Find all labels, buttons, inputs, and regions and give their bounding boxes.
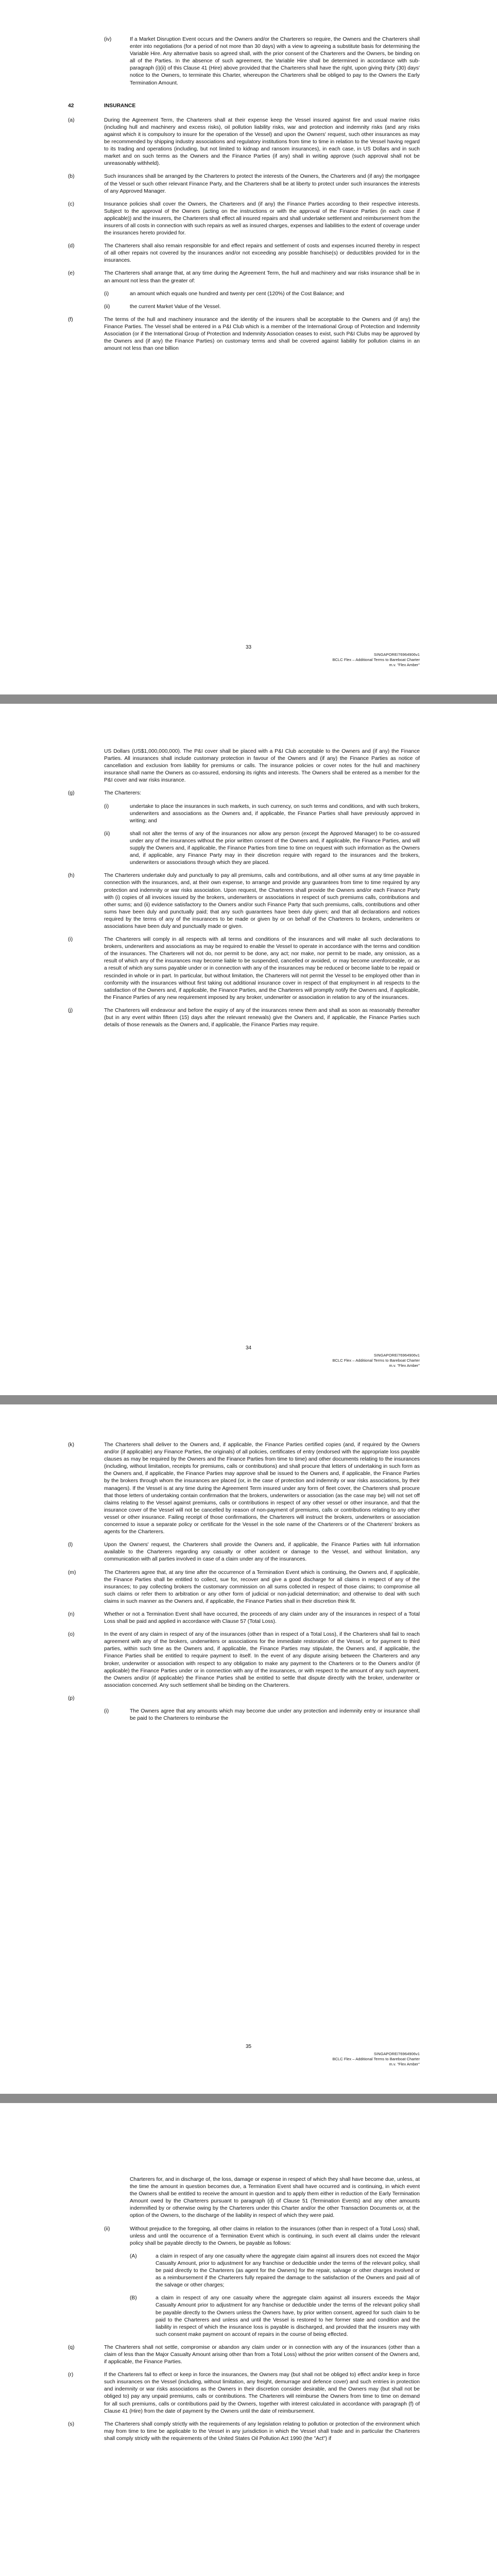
clause-label: (i) bbox=[104, 1708, 109, 1714]
clause-42-i bbox=[68, 936, 420, 1002]
clause-42-l bbox=[68, 1541, 420, 1563]
clause-text: The Charterers shall comply strictly with the requirements of any legislation relating to pollution or protection of the environment which may from time to time be applicable to the Vessel in any jurisdiction in which the Vessel shall trade and in particular the Charterers shall comply strictly with the requirements of the United States Oil Pollution Act 1990 (the "Act") if bbox=[104, 2421, 420, 2442]
footer-line1: BCLC Flex – Additional Terms to Bareboat Charter bbox=[332, 657, 420, 662]
footer-ref: SINGAPORE/76964906v1 bbox=[373, 1353, 420, 1358]
clause-42-h bbox=[68, 872, 420, 930]
clause-text: The Charterers shall deliver to the Owners and, if applicable, the Finance Parties certified copies (and, if required by the Owners and/or (if applicable) any Finance Parties, the originals) of all policies, certificates of entry (endorsed with the appropriate loss payable clauses as may be required by the Owners and the Finance Parties from time to time) and other documents relating to the insurances (including, without limitation, receipts for premiums, calls or contributions) and shall procure that letters of undertaking in such form as the Owners and, if applicable, the Finance Parties may approve shall be issued to the Owners and, if applicable, the Finance Parties by the brokers through whom the insurances are placed (or, in the case of protection and indemnity or war risks associations, by their managers). If the Vessel is at any time during the Agreement Term insured under any form of fleet cover, the Charterers shall procure that those letters of undertaking contain confirmation that the brokers, underwriters or association (as the case may be) will not set off claims relating to the Vessel against premiums, calls or contributions in respect of any other vessel or other insurance, and that the insurance cover of the Vessel will not be cancelled by reason of non-payment of premiums, calls or contributions relating to any other vessel or other insurance. Failing receipt of those confirmations, the Charterers will instruct the brokers, underwriters or association concerned to issue a separate policy or certificate for the Vessel in the sole name of the Charterers or of the Charterers' brokers as agents for the Charterers. bbox=[104, 1442, 420, 1535]
clause-42-k bbox=[68, 1442, 420, 1536]
clause-text: Such insurances shall be arranged by the Charterers to protect the interests of the Owners, the Charterers and (if any) the mortgagee of the Vessel or such other relevant Finance Party, and the Charterers shall be at liberty to protect under such insurances the interests of any Approved Manager. bbox=[104, 174, 420, 194]
clause-42-g-ii bbox=[68, 831, 420, 867]
clause-42-g-i bbox=[68, 803, 420, 825]
clause-text: The Charterers shall not settle, compromise or abandon any claim under or in connection with any of the insurances (other than a claim of less than the Major Casualty Amount arising other than from a Total Loss) without the prior written consent of the Owners and, if applicable, the Finance Parties. bbox=[104, 2344, 420, 2365]
clause-text: The Charterers will endeavour and before the expiry of any of the insurances renew them and shall as soon as reasonably thereafter (but in any event within fifteen (15) days after the relevant renewals) give the Owners and, if applicable, the Finance Parties such details of those renewals as the Owners and, if applicable, the Finance Parties may require. bbox=[104, 1007, 420, 1028]
page-separator bbox=[0, 2094, 497, 2103]
clause-42-r bbox=[68, 2371, 420, 2415]
clause-label: (s) bbox=[68, 2421, 75, 2427]
clause-label: (d) bbox=[68, 243, 75, 249]
clause-text: The Charterers shall also remain responsible for and effect repairs and settlement of costs and expenses incurred thereby in respect of all other repairs not covered by the insurances and/or not exceeding any possible franchise(s) or deductibles provided for in the insurances. bbox=[104, 243, 420, 264]
clause-text: During the Agreement Term, the Charterers shall at their expense keep the Vessel insured against fire and usual marine risks (including hull and machinery and excess risks), oil pollution liability risks, war and protection and indemnity risks (and any risks against which it is compulsory to insure for the operation of the Vessel) and upon the Owners' request, such other insurances as may be recommended by shipping industry associations and regulatory institutions from time to time in relation to the Vessel having regard to its trading and operations (including, but not limited to kidnap and ransom insurances), in each case, in US Dollars and in such market and on such terms as the Owners and the Finance Parties (if any) shall in writing approve (such approval shall not be unreasonably withheld). bbox=[104, 117, 420, 167]
clause-text: Insurance policies shall cover the Owners, the Charterers and (if any) the Finance Parties according to their respective interests. Subject to the approval of the Owners (acting on the instructions or with the approval of the Finance Parties (in each case if applicable)) and the insurers, the Charterers shall effect all insured repairs and shall undertake settlement and reimbursement from the insurers of all costs in connection with such repairs as well as insured charges, expenses and liabilities to the extent of coverage under the insurances hereto provided for. bbox=[104, 201, 420, 236]
clause-text: The Owners agree that any amounts which may become due under any protection and indemnity entry or insurance shall be paid to the Charterers to reimburse the bbox=[130, 1708, 420, 1721]
section-number: 42 bbox=[68, 103, 74, 109]
clause-42-p bbox=[68, 1695, 420, 1702]
clause-text: Charterers for, and in discharge of, the loss, damage or expense in respect of which they shall have become due, unless, at the time the amount in question becomes due, a Termination Event shall have occurred and is continuing, in which event the Owners shall be entitled to receive the amount in question and to apply them either in reduction of the Early Termination Amount owed by the Charterers pursuant to paragraph (d) of Clause 51 (Termination Events) and any other amounts indemnified by or otherwise owing by the Charterers under this Charter and/or the other Transaction Documents or, at the option of the Owners, to the discharge of the liability in respect of which they were paid. bbox=[130, 2177, 420, 2219]
clause-text: If a Market Disruption Event occurs and the Owners and/or the Charterers so require, the Owners and the Charterers shall enter into negotiations (for a period of not more than 30 days) with a view to agreeing a substitute basis for determining the Variable Hire. Any alternative basis so agreed shall, with the prior consent of the Charterers and the Owners, be binding on all of the Parties. In the absence of such agreement, the Variable Hire shall be determined in accordance with sub-paragraph (i)(ii) of this Clause 41 (Hire) above provided that the Charterers shall have the right, upon giving thirty (30) days' notice to the Owners, to terminate this Charter, whereupon the Charterers shall be obliged to pay to the Owners the Early Termination Amount. bbox=[130, 37, 420, 86]
clause-label: (b) bbox=[68, 174, 75, 180]
page-4 bbox=[0, 2103, 497, 2576]
clause-42-d bbox=[68, 243, 420, 264]
clause-42-p-ii bbox=[68, 2226, 420, 2247]
clause-42-q bbox=[68, 2344, 420, 2366]
clause-label: (i) bbox=[104, 291, 109, 297]
page-1 bbox=[0, 0, 497, 694]
clause-text: a claim in respect of any one casualty where the aggregate claim against all insurers exceeds the Major Casualty Amount prior to adjustment for any franchise or deductible under the terms of the relevant policy shall be payable directly to the Owners unless the Owners have, by prior written consent, agreed for such claim to be paid to the Charterers and unless and until the Vessel is restored to her former state and condition and the liability in respect of which the insurance loss is payable is discharged, and provided that the insurers may with such consent make payment on account of repairs in the course of being effected. bbox=[156, 2295, 420, 2337]
clause-42-e-ii bbox=[68, 303, 420, 311]
clause-label: (e) bbox=[68, 270, 75, 277]
clause-label: (o) bbox=[68, 1632, 75, 1638]
clause-42-p-i bbox=[68, 1708, 420, 1722]
clause-label: (g) bbox=[68, 790, 75, 796]
clause-label: (h) bbox=[68, 873, 75, 879]
clause-label: (ii) bbox=[104, 303, 110, 310]
page-number: 35 bbox=[245, 2043, 252, 2049]
clause-text: If the Charterers fail to effect or keep in force the insurances, the Owners may (but shall not be obliged to) effect and/or keep in force such insurances on the Vessel (including, without limitation, any freight, demurrage and defence cover) and such entries in protection and indemnity or war risks associations as the Owners in their discretion consider desirable, and the Owners may (but shall not be obliged to) pay any unpaid premiums, calls or contributions. The Charterers will reimburse the Owners from time to time on demand for all such premiums, calls or contributions paid by the Owners, together with interest calculated in accordance with paragraph (f) of Clause 41 (Hire) from the date of payment by the Owners until the date of reimbursement. bbox=[104, 2372, 420, 2414]
clause-label: (q) bbox=[68, 2344, 75, 2350]
clause-label: (ii) bbox=[104, 2226, 110, 2232]
clause-42-b bbox=[68, 173, 420, 195]
page-footer bbox=[332, 2052, 420, 2067]
clause-text: The Charterers undertake duly and punctually to pay all premiums, calls and contributions, and all other sums at any time payable in connection with the insurances, and, at their own expense, to arrange and provide any guarantees from time to time required by any protection and indemnity or war risks association. Upon request, the Charterers shall provide the Owners and/or each Finance Party with (i) copies of all invoices issued by the brokers, underwriters or associations in respect of such premiums calls, contributions and other sums; and (ii) evidence satisfactory to the Owners and/or such Finance Party that such premiums, calls, contributions and other sums have been duly and punctually paid; that any such guarantees have been duly given; and that all declarations and notices required by the terms of any of the insurances to be made or given by or on behalf of the Charterers to brokers, underwriters or associations have been duly and punctually made or given. bbox=[104, 873, 420, 929]
page-footer bbox=[332, 1353, 420, 1368]
page-separator bbox=[0, 694, 497, 704]
clause-label: (iv) bbox=[104, 37, 112, 42]
clause-42-p-i-continued bbox=[68, 2176, 420, 2220]
clause-text: Upon the Owners' request, the Charterers shall provide the Owners and, if applicable, the Finance Parties with full information available to the Charterers regarding any casualty or other accident or damage to the Vessel, and without limitation, any communication with all parties involved in case of a claim under any of the insurances. bbox=[104, 1542, 420, 1563]
clause-label: (B) bbox=[130, 2295, 137, 2301]
footer-ref: SINGAPORE/76964906v1 bbox=[373, 2052, 420, 2056]
clause-text: Without prejudice to the foregoing, all other claims in relation to the insurances (other than in respect of a Total Loss) shall, unless and until the occurrence of a Termination Event which is continuing, in such event all claims under the relevant policy shall be payable directly to the Owners, be payable as follows: bbox=[130, 2226, 420, 2246]
clause-label: (k) bbox=[68, 1442, 75, 1448]
clause-42-s bbox=[68, 2421, 420, 2443]
clause-42-a bbox=[68, 117, 420, 168]
page-number: 33 bbox=[245, 644, 252, 650]
clause-label: (l) bbox=[68, 1542, 73, 1548]
clause-label: (n) bbox=[68, 1611, 75, 1617]
page-2 bbox=[0, 704, 497, 1395]
clause-text: The Charterers agree that, at any time after the occurrence of a Termination Event which is continuing, the Owners and, if applicable, the Finance Parties shall be entitled to collect, sue for, recover and give a good discharge for all claims in respect of any of the insurances; to pay collecting brokers the customary commission on all sums collected in respect of those claims; to compromise all such claims or refer them to arbitration or any other form of judicial or non-judicial determination; and otherwise to deal with such claims in such manner as the Owners and, if applicable, the Finance Parties shall in their discretion think fit. bbox=[104, 1569, 420, 1604]
footer-line2: m.v. "Flex Amber" bbox=[389, 663, 420, 667]
footer-line1: BCLC Flex – Additional Terms to Bareboat Charter bbox=[332, 2057, 420, 2061]
clause-label: (i) bbox=[68, 937, 73, 943]
clause-text: undertake to place the insurances in such markets, in such currency, on such terms and conditions, and with such brokers, underwriters and associations as the Owners and, if applicable, the Finance Parties shall have previously approved in writing; and bbox=[130, 803, 420, 824]
clause-42-e-i bbox=[68, 291, 420, 298]
clause-42-f-continued bbox=[68, 748, 420, 784]
footer-line1: BCLC Flex – Additional Terms to Bareboat Charter bbox=[332, 1358, 420, 1363]
clause-label: (p) bbox=[68, 1695, 75, 1701]
clause-text: Whether or not a Termination Event shall have occurred, the proceeds of any claim under any of the insurances in respect of a Total Loss shall be paid and applied in accordance with Clause 57 (Total Loss). bbox=[104, 1611, 420, 1625]
footer-line2: m.v. "Flex Amber" bbox=[389, 2062, 420, 2066]
clause-41-iv bbox=[68, 36, 420, 87]
clause-42-j bbox=[68, 1007, 420, 1029]
clause-label: (m) bbox=[68, 1569, 76, 1575]
page-number: 34 bbox=[245, 1345, 252, 1351]
clause-42-o bbox=[68, 1631, 420, 1689]
clause-label: (i) bbox=[104, 803, 109, 809]
clause-42-c bbox=[68, 201, 420, 237]
page-separator bbox=[0, 1395, 497, 1404]
clause-42-g bbox=[68, 790, 420, 797]
clause-text: an amount which equals one hundred and twenty per cent (120%) of the Cost Balance; and bbox=[130, 291, 345, 297]
section-heading-insurance bbox=[68, 103, 420, 110]
page-footer bbox=[332, 652, 420, 668]
clause-label: (A) bbox=[130, 2253, 137, 2259]
footer-ref: SINGAPORE/76964906v1 bbox=[373, 652, 420, 657]
clause-label: (ii) bbox=[104, 831, 110, 837]
clause-label: (f) bbox=[68, 316, 73, 323]
clause-label: (j) bbox=[68, 1007, 73, 1013]
clause-42-e bbox=[68, 270, 420, 284]
clause-42-n bbox=[68, 1611, 420, 1625]
clause-text: The Charterers shall arrange that, at any time during the Agreement Term, the hull and machinery and war risks insurance shall be in an amount not less than the greater of: bbox=[104, 270, 420, 284]
clause-text: shall not alter the terms of any of the insurances nor allow any person (except the Approved Manager) to be co-assured under any of the insurances without the prior written consent of the Owners and, if applicable, the Finance Parties, and will supply the Owners and, if applicable, the Finance Parties from time to time on request with such information as the Owners and, if applicable, any Finance Party may in their discretion require with regard to the insurances and the brokers, underwriters or associations through which they are placed. bbox=[130, 831, 420, 866]
clause-label: (a) bbox=[68, 117, 75, 123]
footer-line2: m.v. "Flex Amber" bbox=[389, 1363, 420, 1368]
clause-text: The Charterers: bbox=[104, 790, 142, 796]
clause-text: The Charterers will comply in all respects with all terms and conditions of the insurances and will make all such declarations to brokers, underwriters and associations as may be required to enable the Vessel to operate in accordance with the terms and condition of the insurances. The Charterers will not do, nor permit to be done, any act; nor make, nor permit to be made, any omission, as a result of which any of the insurances may become liable to be suspended, cancelled or avoided, or may become unenforceable, or as a result of which any sums payable under or in connection with any of the insurances may be reduced or become liable to be repaid or rescinded in whole or in part. In particular, but without limitation, the Charterers will not permit the Vessel to be employed other than in conformity with the insurances without first taking out additional insurance cover in respect of that employment in all respects to the satisfaction of the Owners and, if applicable, the Finance Parties, and the Charterers will promptly notify the Owners and, if applicable, the Finance Parties of any new requirement imposed by any broker, underwriter or association in relation to any of the insurances. bbox=[104, 937, 420, 1001]
clause-42-f bbox=[68, 316, 420, 352]
clause-label: (r) bbox=[68, 2372, 74, 2378]
clause-42-p-ii-b bbox=[68, 2295, 420, 2338]
clause-text: a claim in respect of any one casualty where the aggregate claim against all insurers does not exceed the Major Casualty Amount, prior to adjustment for any franchise or deductible under the terms of the relevant policy, shall be paid directly to the Charterers (as agent for the Owners) for the repair, salvage or other charges involved or as a reimbursement if the Charterers fully repaired the damage to the satisfaction of the Owners and paid all of the salvage or other charges; bbox=[156, 2253, 420, 2289]
clause-label: (c) bbox=[68, 201, 75, 207]
clause-text: The terms of the hull and machinery insurance and the identity of the insurers shall be acceptable to the Owners and (if any) the Finance Parties. The Vessel shall be entered in a P&I Club which is a member of the International Group of Protection and Indemnity Association (or if the International Group of Protection and Indemnity Association ceases to exist, such P&I Clubs may be approved by the Owners and (if any) the Finance Parties) on customary terms and shall be covered against liability for pollution claims in an amount not less than one billion bbox=[104, 316, 420, 352]
clause-text: US Dollars (US$1,000,000,000). The P&I cover shall be placed with a P&I Club acceptable to the Owners and (if any) the Finance Parties. All insurances shall include customary protection in favour of the Owners and (if any) the Finance Parties as notice of cancellation and exclusion from liability for premiums or calls. The insurance policies or cover notes for the hull and machinery insurance shall name the Owners as co-assured, endorsing its rights and interests. The Owners shall be entered as a member for the P&I cover and war risks insurance. bbox=[104, 749, 420, 784]
clause-42-p-ii-a bbox=[68, 2253, 420, 2289]
clause-text: In the event of any claim in respect of any of the insurances (other than in respect of a Total Loss), if the Charterers shall fail to reach agreement with any of the brokers, underwriters or associations for the immediate restoration of the Vessel, or for payment to third parties, within such time as the Owners and, if applicable, the Finance Parties may stipulate, the Owners and, if applicable, the Finance Parties shall be entitled to require payment to itself. In the event of any dispute arising between the Charterers and any broker, underwriter or association with respect to any obligation to make any payment to the Charterers or to the Owners and/or (if applicable) the Finance Parties under or in connection with any of the insurances, or with respect to the amount of any such payment, the Owners and/or (if applicable) the Finance Parties shall be entitled to settle that dispute directly with the broker, underwriter or association concerned. Any such settlement shall be binding on the Charterers. bbox=[104, 1632, 420, 1688]
clause-42-m bbox=[68, 1569, 420, 1605]
section-title: INSURANCE bbox=[104, 103, 136, 109]
clause-text: the current Market Value of the Vessel. bbox=[130, 303, 221, 310]
page-3 bbox=[0, 1404, 497, 2094]
